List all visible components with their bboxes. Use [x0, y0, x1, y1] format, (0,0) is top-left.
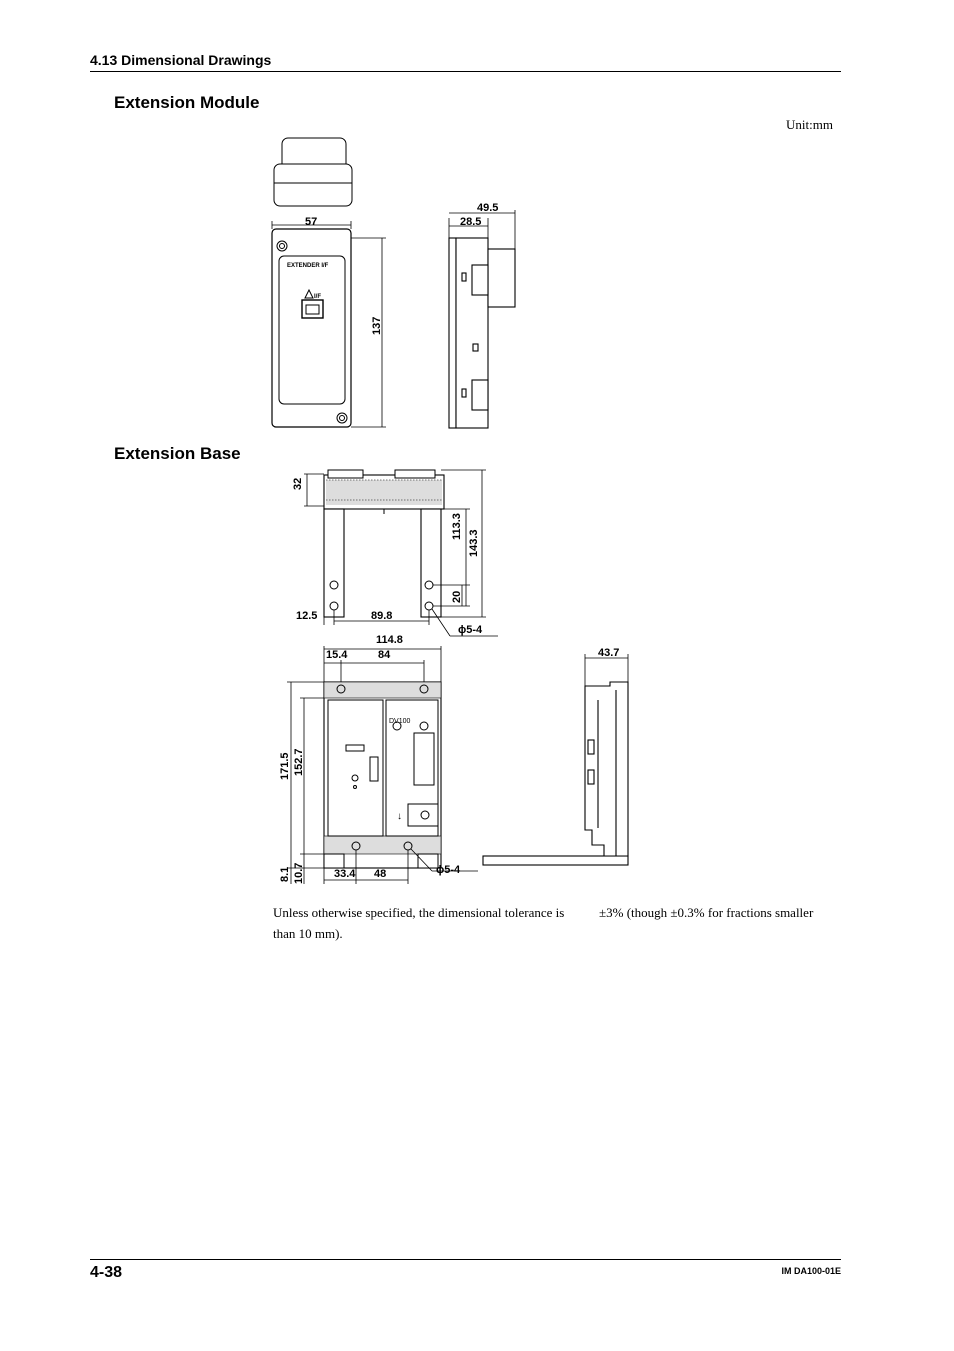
footer-rule	[90, 1259, 841, 1260]
unit-label: Unit:mm	[786, 117, 833, 132]
dim-base-43-7: 43.7	[598, 647, 620, 659]
dim-base-12-5: 12.5	[296, 610, 318, 622]
dim-base-152-7: 152.7	[293, 748, 305, 776]
base-side-view	[483, 682, 628, 865]
dim-module-depth-body: 28.5	[460, 216, 482, 228]
dim-base-32: 32	[292, 477, 304, 490]
dim-base-89-8: 89.8	[371, 610, 393, 622]
document-id: IM DA100-01E	[781, 1266, 841, 1276]
tolerance-tail: than 10 mm).	[273, 926, 343, 941]
base-top-view	[324, 470, 444, 617]
extension-module-title: Extension Module	[114, 93, 260, 112]
dim-base-143-3: 143.3	[468, 529, 480, 557]
module-side-view	[449, 238, 515, 428]
dim-module-height: 137	[371, 316, 383, 335]
dim-base-48: 48	[374, 868, 387, 880]
dim-base-hole-front: ϕ5-4	[436, 864, 461, 876]
dim-base-84: 84	[378, 649, 391, 661]
dim-base-hole-top: ϕ5-4	[458, 624, 483, 636]
base-brand-label: DV100	[389, 718, 411, 725]
tolerance-main: Unless otherwise specified, the dimensional tolerance is	[273, 905, 565, 920]
running-head: 4.13 Dimensional Drawings	[90, 52, 272, 68]
ethernet-port-icon	[302, 300, 323, 318]
base-front-view	[324, 682, 441, 868]
port-label: I/F	[314, 294, 321, 300]
dim-base-10-7: 10.7	[293, 862, 305, 884]
module-front-view	[272, 229, 351, 427]
dim-base-8-1: 8.1	[279, 866, 291, 882]
tolerance-note	[273, 902, 843, 944]
dim-base-114-8: 114.8	[376, 634, 403, 646]
dim-base-113-3: 113.3	[451, 513, 463, 540]
dim-module-width: 57	[305, 216, 318, 228]
dim-base-20: 20	[451, 590, 463, 603]
dim-base-171-5: 171.5	[279, 752, 291, 780]
module-top-view	[274, 138, 352, 206]
arrow-down-icon: ↓	[397, 811, 402, 822]
dim-base-15-4: 15.4	[326, 649, 348, 661]
dim-module-depth-total: 49.5	[477, 202, 499, 214]
extension-base-title: Extension Base	[114, 444, 241, 463]
tolerance-value: ±3% (though ±0.3% for fractions smaller	[599, 905, 814, 920]
dim-base-33-4: 33.4	[334, 868, 356, 880]
page-number: 4-38	[90, 1264, 123, 1281]
extender-panel-label: EXTENDER I/F	[287, 263, 329, 269]
